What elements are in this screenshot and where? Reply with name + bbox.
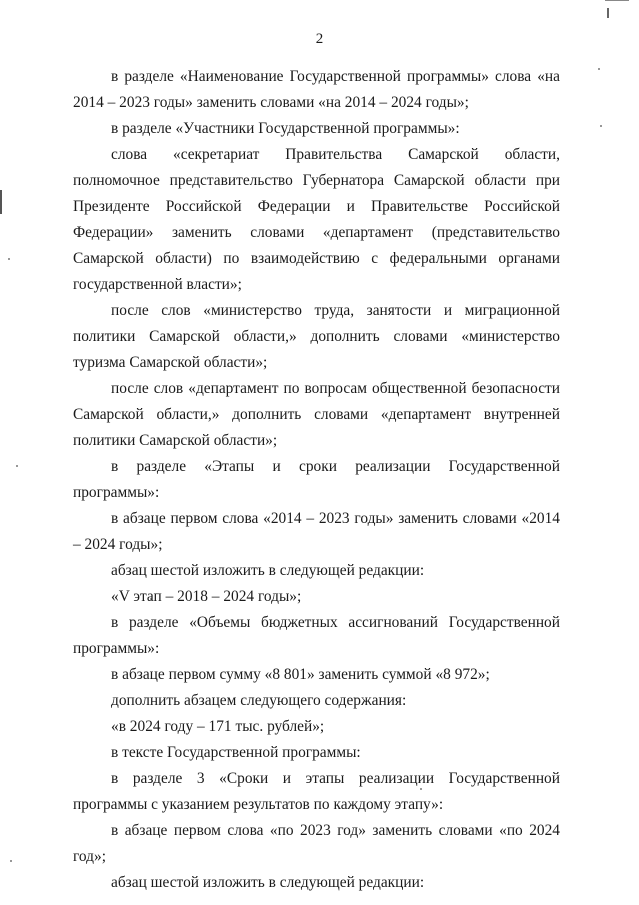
paragraph: в тексте Государственной программы: (111, 744, 361, 761)
paragraph: «в 2024 году – 171 тыс. рублей»; (111, 718, 325, 735)
paragraph: после слов «департамент по вопросам общественной безопасности Самарской области,» дополнить словами «департамент внутренней политики Самарской области»; (73, 380, 560, 449)
document-body (73, 64, 560, 896)
paragraph: в абзаце первом слова «по 2023 год» заменить словами «по 2024 год»; (73, 822, 560, 865)
scan-artifact-tick (607, 8, 609, 18)
scan-speck (598, 68, 600, 70)
paragraph: в абзаце первом сумму «8 801» заменить суммой «8 972»; (111, 666, 490, 683)
paragraph: после слов «министерство труда, занятости и миграционной политики Самарской области,» дополнить словами «министерство туризма Самарской области»; (73, 302, 560, 371)
paragraph: в разделе «Участники Государственной программы»: (111, 120, 460, 137)
paragraph: в разделе «Объемы бюджетных ассигнований Государственной программы»: (73, 614, 560, 657)
paragraph: «V этап – 2018 – 2024 годы»; (111, 588, 302, 605)
paragraph: в разделе «Этапы и сроки реализации Государственной программы»: (73, 458, 560, 501)
paragraph: абзац шестой изложить в следующей редакции: (111, 874, 425, 891)
scan-artifact-rule (605, 0, 629, 1)
scan-speck (600, 125, 602, 127)
paragraph: в разделе «Наименование Государственной программы» слова «на 2014 – 2023 годы» заменить словами «на 2014 – 2024 годы»; (73, 68, 560, 111)
paragraph: слова «секретариат Правительства Самарской области, полномочное представительство Губернатора Самарской области при Президенте Российской Федерации и Правительстве Российской Федерации» заменить словами «департамент (представительство Самарской области) по взаимодействию с федеральными органами государственной власти»; (73, 146, 560, 293)
page-number: 2 (315, 31, 324, 47)
scan-margin-mark (0, 190, 2, 214)
paragraph: дополнить абзацем следующего содержания: (111, 692, 407, 709)
scan-speck (16, 465, 18, 467)
paragraph: в абзаце первом слова «2014 – 2023 годы» заменить словами «2014 – 2024 годы»; (73, 510, 560, 553)
paragraph: в разделе 3 «Сроки и этапы реализации Государственной программы с указанием результатов по каждому этапу»: (73, 770, 560, 813)
scan-speck (10, 860, 12, 862)
paragraph: абзац шестой изложить в следующей редакции: (111, 562, 425, 579)
scan-speck (8, 258, 10, 260)
